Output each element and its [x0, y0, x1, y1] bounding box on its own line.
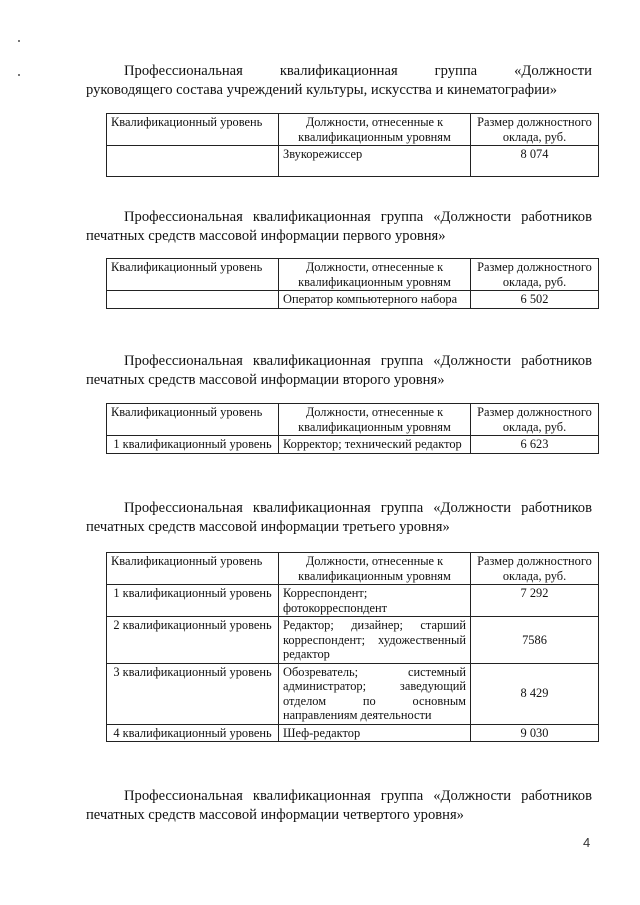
header-positions: Должности, отнесенные к квалификационным уровням	[279, 259, 471, 291]
page-number: 4	[583, 835, 591, 850]
header-salary: Размер должностного оклада, руб.	[471, 553, 599, 585]
cell-level	[107, 291, 279, 309]
heading-line: печатных средств массовой информации второго уровня»	[86, 372, 445, 388]
cell-level: 2 квалификационный уровень	[107, 617, 279, 664]
header-salary: Размер должностного оклада, руб.	[471, 404, 599, 436]
scan-speck	[18, 40, 20, 42]
cell-position: Звукорежиссер	[279, 146, 471, 177]
cell-salary: 7 292	[471, 585, 599, 617]
table-header-row	[107, 553, 599, 585]
header-level: Квалификационный уровень	[107, 553, 279, 585]
table-row	[107, 146, 599, 177]
salary-table	[106, 113, 599, 177]
cell-position: Редактор; дизайнер; старший корреспондент; художественный редактор	[279, 617, 471, 664]
table-header-row	[107, 114, 599, 146]
heading-line: Профессиональная квалификационная группа «Должности	[124, 63, 592, 79]
cell-position: Корректор; технический редактор	[279, 436, 471, 454]
cell-position: Корреспондент; фотокорреспондент	[279, 585, 471, 617]
header-positions: Должности, отнесенные к квалификационным уровням	[279, 553, 471, 585]
heading-line: печатных средств массовой информации третьего уровня»	[86, 519, 450, 535]
table-row	[107, 617, 599, 664]
heading-line: Профессиональная квалификационная группа «Должности работников	[124, 788, 592, 804]
section-heading	[86, 787, 592, 825]
header-level: Квалификационный уровень	[107, 404, 279, 436]
cell-position: Оператор компьютерного набора	[279, 291, 471, 309]
heading-line: печатных средств массовой информации четвертого уровня»	[86, 807, 464, 823]
table-row	[107, 585, 599, 617]
table-row	[107, 436, 599, 454]
header-level: Квалификационный уровень	[107, 114, 279, 146]
heading-line: Профессиональная квалификационная группа «Должности работников	[124, 500, 592, 516]
cell-salary: 8 074	[471, 146, 599, 177]
section-heading	[86, 352, 592, 390]
salary-table	[106, 258, 599, 309]
heading-line: Профессиональная квалификационная группа «Должности работников	[124, 209, 592, 225]
header-salary: Размер должностного оклада, руб.	[471, 259, 599, 291]
cell-level: 3 квалификационный уровень	[107, 663, 279, 724]
cell-salary: 6 623	[471, 436, 599, 454]
table-header-row	[107, 259, 599, 291]
table-row	[107, 291, 599, 309]
salary-table	[106, 403, 599, 454]
cell-level: 4 квалификационный уровень	[107, 724, 279, 742]
salary-table	[106, 552, 599, 742]
cell-salary: 7586	[471, 617, 599, 664]
section-heading	[86, 499, 592, 537]
cell-position: Обозреватель; системный администратор; заведующий отделом по основным направлениям деятельности	[279, 663, 471, 724]
heading-line: Профессиональная квалификационная группа «Должности работников	[124, 353, 592, 369]
section-heading	[86, 208, 592, 246]
cell-salary: 9 030	[471, 724, 599, 742]
cell-level	[107, 146, 279, 177]
header-level: Квалификационный уровень	[107, 259, 279, 291]
heading-line: руководящего состава учреждений культуры, искусства и кинематографии»	[86, 82, 558, 98]
scan-speck	[18, 74, 20, 76]
cell-salary: 6 502	[471, 291, 599, 309]
header-salary: Размер должностного оклада, руб.	[471, 114, 599, 146]
table-header-row	[107, 404, 599, 436]
cell-level: 1 квалификационный уровень	[107, 436, 279, 454]
heading-line: печатных средств массовой информации первого уровня»	[86, 228, 446, 244]
table-row	[107, 663, 599, 724]
header-positions: Должности, отнесенные к квалификационным уровням	[279, 114, 471, 146]
cell-salary: 8 429	[471, 663, 599, 724]
cell-level: 1 квалификационный уровень	[107, 585, 279, 617]
header-positions: Должности, отнесенные к квалификационным уровням	[279, 404, 471, 436]
cell-position: Шеф-редактор	[279, 724, 471, 742]
table-row	[107, 724, 599, 742]
section-heading	[86, 62, 592, 100]
